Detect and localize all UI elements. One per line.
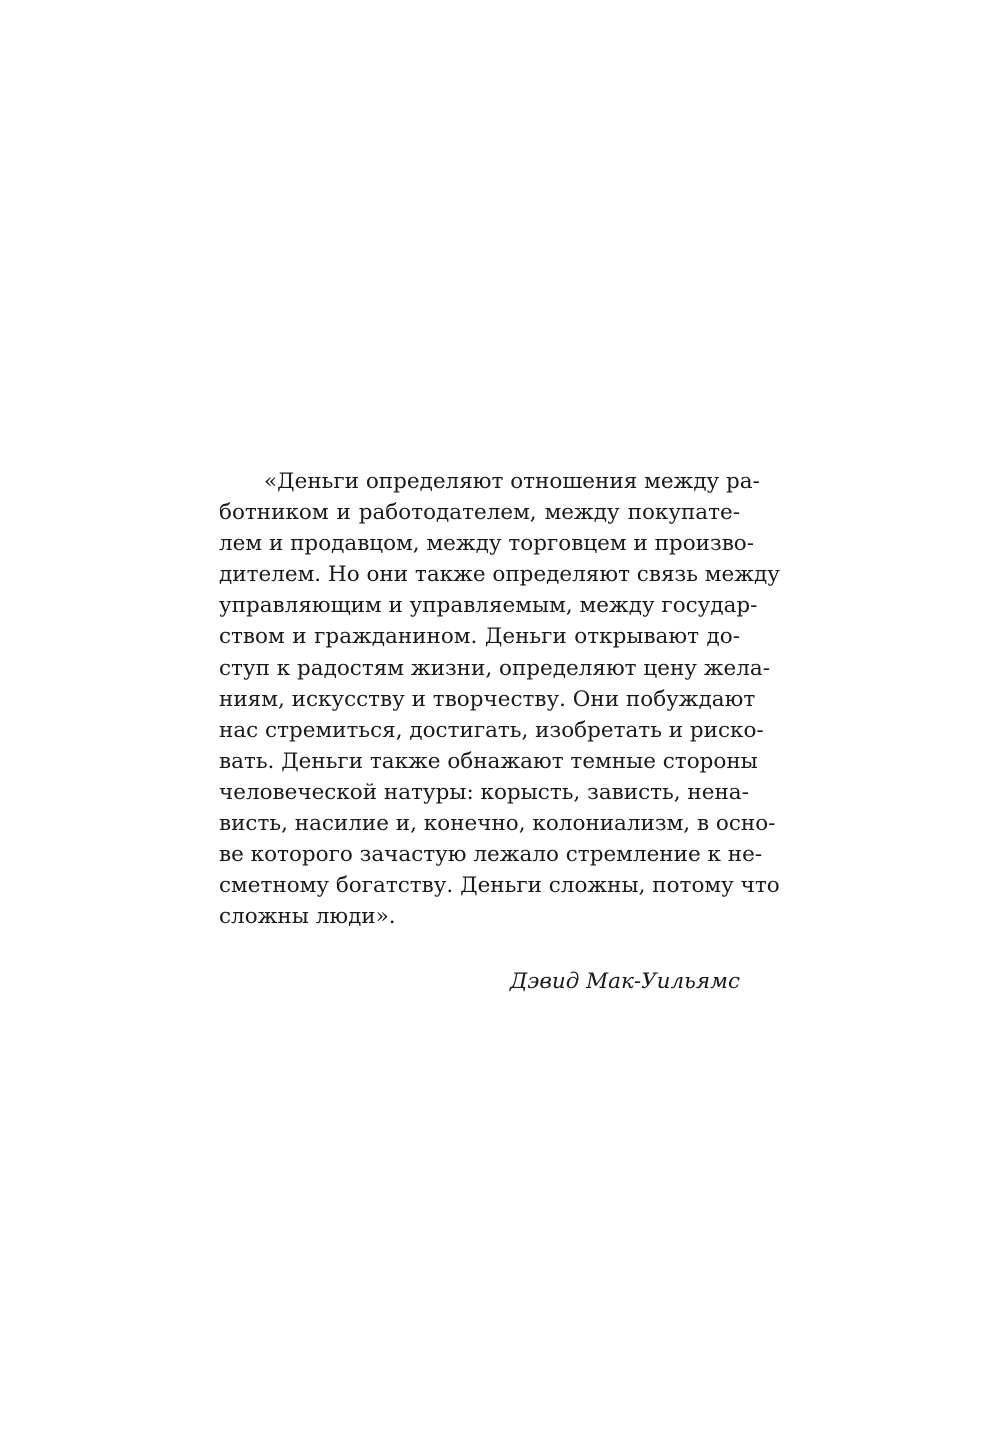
quote-line: лем и продавцом, между торговцем и произво- — [219, 531, 755, 557]
quote-line: висть, насилие и, конечно, колониализм, в осно- — [219, 811, 776, 837]
quote-line: ством и гражданином. Деньги открывают до- — [219, 624, 740, 650]
quote-line: «Деньги определяют отношения между ра- — [264, 469, 760, 494]
quote-line: человеческой натуры: корысть, зависть, нена- — [219, 779, 749, 805]
quote-line: сложны люди». — [219, 904, 396, 930]
quote-line: ботником и работодателем, между покупате- — [219, 500, 740, 526]
quote-line: ве которого зачастую лежало стремление к не- — [219, 842, 763, 868]
quote-line: нас стремиться, достигать, изобретать и риско- — [219, 717, 764, 743]
quote-line: ниям, искусству и творчеству. Они побуждают — [219, 686, 756, 712]
epigraph-quote — [219, 466, 780, 932]
quote-author: Дэвид Мак-Уильямс — [509, 969, 740, 994]
quote-line: дителем. Но они также определяют связь между — [219, 562, 780, 588]
quote-line: управляющим и управляемым, между государ- — [219, 593, 758, 619]
quote-line: сметному богатству. Деньги сложны, потому что — [219, 873, 780, 899]
quote-line: вать. Деньги также обнажают темные стороны — [219, 748, 758, 774]
quote-line: ступ к радостям жизни, определяют цену жела- — [219, 655, 771, 681]
